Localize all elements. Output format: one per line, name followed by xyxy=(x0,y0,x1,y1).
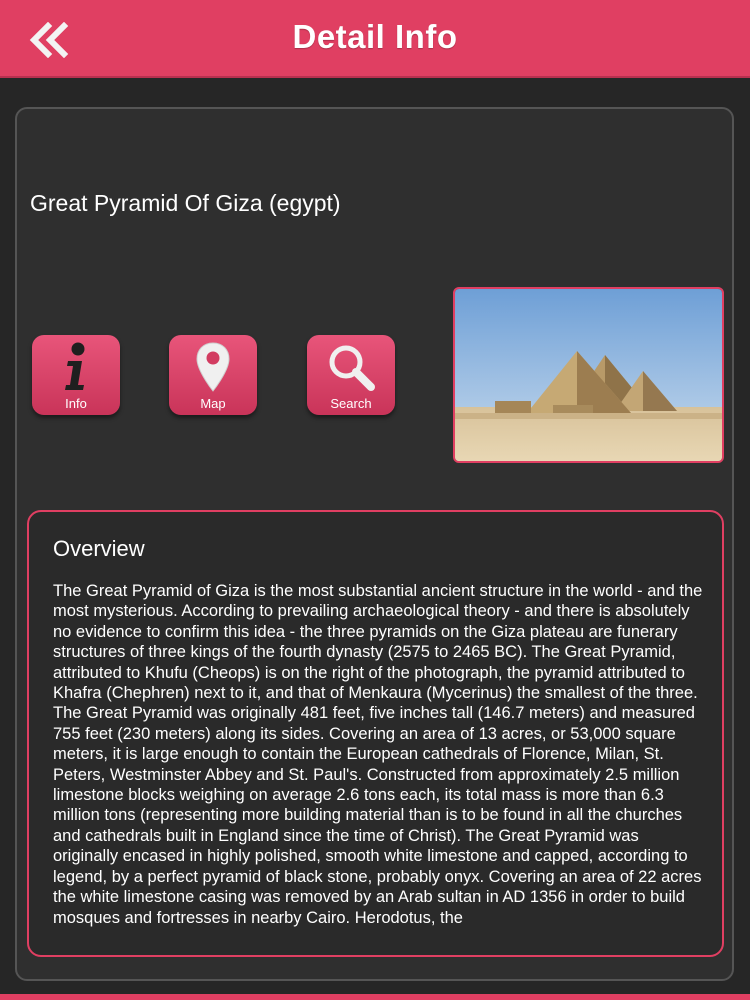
info-icon xyxy=(56,341,96,393)
overview-title: Overview xyxy=(53,536,145,561)
overview-panel[interactable] xyxy=(27,510,724,957)
overview-text: The Great Pyramid of Giza is the most substantial ancient structure in the world - and the most mysterious. According to prevailing archaeological theory - and there is absolutely no evidence to confirm this idea - the three pyramids on the Giza plateau are funerary structures of three kings of the fourth dynasty (2575 to 2465 BC). The Great Pyramid, attributed to Khufu (Cheops) is on the right of the photograph, the pyramid attributed to Khafra (Chephren) next to it, and that of Menkaura (Mycerinus) the smallest of the three. The Great Pyramid was originally 481 feet, five inches tall (146.7 meters) and measured 755 feet (230 meters) along its sides. Covering an area of 13 acres, or 53,000 square meters, it is large enough to contain the European cathedrals of Florence, Milan, St. Peters, Westminster Abbey and St. Paul's. Constructed from approximately 2.5 million limestone blocks weighing on average 2.6 tons each, its total mass is more than 6.3 million tons (representing more building material than is to be found in all the churches and cathedrals built in England since the time of Christ). The Great Pyramid was originally encased in highly polished, smooth white limestone and capped, according to legend, by a perfect pyramid of black stone, probably onyx. Covering an area of 22 acres the white limestone casing was removed by an Arab sultan in AD 1356 in order to build mosques and fortresses in nearby Cairo. Herodotus, the xyxy=(53,582,703,927)
place-name: Great Pyramid Of Giza (egypt) xyxy=(30,190,341,216)
search-icon xyxy=(325,341,377,393)
header-bar xyxy=(0,0,750,78)
page-title: Detail Info xyxy=(292,18,458,55)
map-label: Map xyxy=(200,396,226,411)
map-button[interactable] xyxy=(169,335,257,415)
info-button[interactable] xyxy=(32,335,120,415)
bottom-bar xyxy=(0,994,750,1000)
search-label: Search xyxy=(330,396,372,411)
pyramid-photo-image xyxy=(455,289,722,461)
info-label: Info xyxy=(65,396,87,411)
map-pin-icon xyxy=(193,341,233,393)
place-photo xyxy=(453,287,724,463)
search-button[interactable] xyxy=(307,335,395,415)
